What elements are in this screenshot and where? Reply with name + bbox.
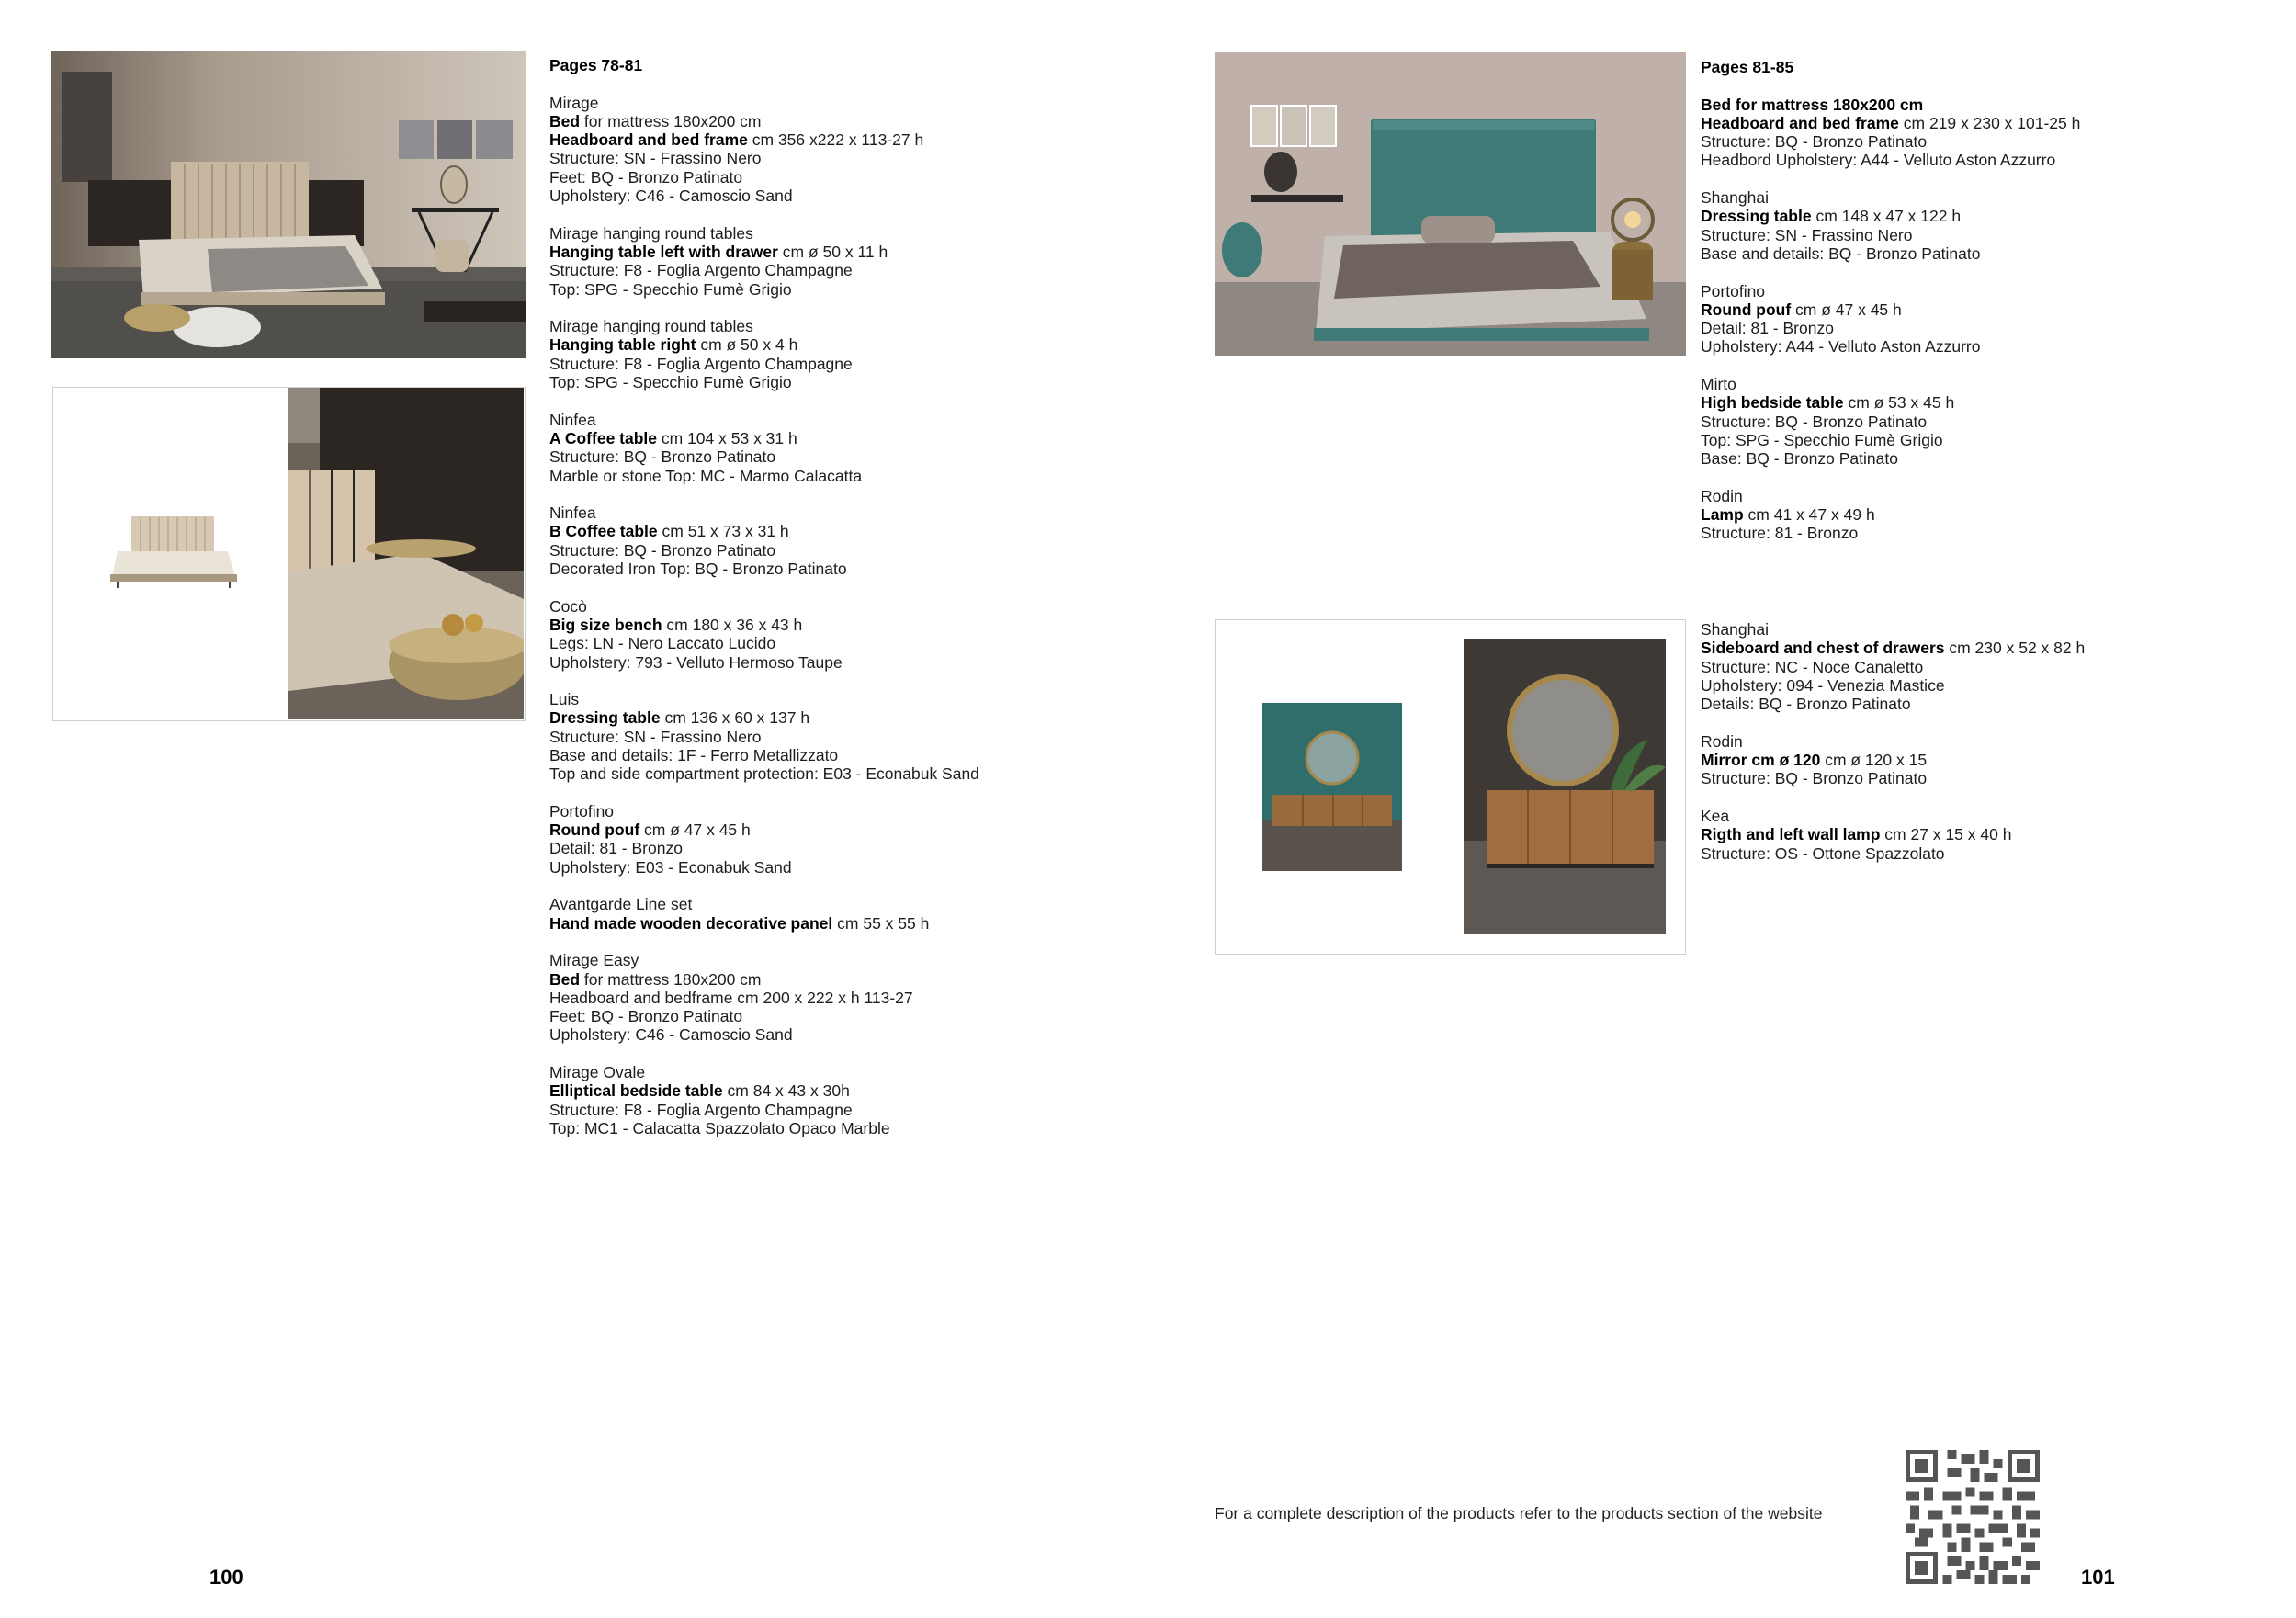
spec-product-name: Lamp [1701,505,1744,525]
spec-dimensions: cm 180 x 36 x 43 h [662,615,803,634]
spec-line: Structure: F8 - Foglia Argento Champagne [549,1100,853,1119]
spec-product-name: A Coffee table [549,428,658,447]
spec-line: Upholstery: A44 - Velluto Aston Azzurro [1701,337,1981,356]
spec-line: Structure: OS - Ottone Spazzolato [1701,843,1945,863]
spec-block [1701,487,2270,543]
spec-line: Mirage hanging round tables [549,317,753,336]
spec-line: Structure: BQ - Bronzo Patinato [1701,769,1928,788]
spec-product-name: Round pouf [1701,300,1792,319]
spec-line: Mirage Ovale [549,1063,646,1082]
spec-line [1701,114,2270,132]
spec-line: Shanghai [1701,188,1769,208]
spec-line: Mirage Easy [549,951,639,970]
spec-line [549,914,1119,933]
spec-product-name: Elliptical bedside table [549,1081,723,1101]
spec-line [1701,639,2270,657]
spec-line [1701,393,2270,412]
spec-line [549,243,1119,261]
spec-line: Headbord Upholstery: A44 - Velluto Aston Azzurro [1701,151,2056,170]
spec-product-name: Hanging table right [549,335,696,355]
spec-line: Cocò [549,596,587,616]
spec-line: Feet: BQ - Bronzo Patinato [549,167,743,187]
spec-line [549,130,1119,149]
spec-line: Detail: 81 - Bronzo [549,839,683,858]
spec-product-name: Bed [549,111,581,130]
website-footnote: For a complete description of the products refer to the products section of the website [1215,1504,1823,1522]
mirage-easy-image-frame [52,387,526,721]
spec-line [549,335,1119,354]
spec-block [549,1063,1119,1137]
spec-line: Structure: F8 - Foglia Argento Champagne [549,354,853,373]
spec-block [1701,732,2270,788]
spec-line: Rodin [1701,731,1743,751]
spec-block [1701,282,2270,356]
left-spec-column [549,56,1119,1157]
spec-line [1701,300,2270,319]
spec-line: Detail: 81 - Bronzo [1701,319,1834,338]
spec-line [549,429,1119,447]
spec-dimensions: cm 356 x222 x 113-27 h [747,130,924,150]
spec-dimensions: cm ø 50 x 4 h [696,335,798,355]
spec-dimensions: cm 104 x 53 x 31 h [657,428,797,447]
spec-product-name: Headboard and bed frame [549,130,748,150]
spec-dimensions: cm 136 x 60 x 137 h [660,708,810,728]
spec-block [1701,96,2270,170]
spec-product-name: Bed [549,969,581,989]
spec-block [1701,375,2270,468]
right-spec-blocks [1701,96,2270,543]
spec-dimensions: for mattress 180x200 cm [580,969,762,989]
right-spec-column-lower [1701,620,2270,881]
spec-line: Portofino [549,801,615,820]
spec-line: Upholstery: 094 - Venezia Mastice [1701,675,1945,695]
spec-line: Mirage hanging round tables [549,223,753,243]
spec-dimensions: for mattress 180x200 cm [580,111,762,130]
spec-block [549,690,1119,783]
spec-line: Top: SPG - Specchio Fumè Grigio [549,279,792,299]
spec-line: Legs: LN - Nero Laccato Lucido [549,634,776,653]
spec-dimensions: cm ø 47 x 45 h [639,820,751,840]
spec-product-name: Big size bench [549,615,662,634]
spec-line [549,708,1119,727]
spec-line [1701,825,2270,843]
spec-line: Structure: BQ - Bronzo Patinato [1701,132,1928,152]
spec-line [549,522,1119,540]
spec-block [549,317,1119,391]
right-pages-header: Pages 81-85 [1701,58,1794,76]
spec-line: Mirto [1701,375,1736,394]
right-spec-column [1701,58,2270,561]
spec-line [1701,207,2270,225]
teal-bed-photo [1215,52,1686,356]
spec-dimensions: cm 84 x 43 x 30h [722,1081,850,1101]
spec-line: Headboard and bedframe cm 200 x 222 x h 113-27 [549,988,913,1007]
spec-dimensions: cm 230 x 52 x 82 h [1944,639,2086,658]
spec-block [549,597,1119,672]
spec-product-name: Dressing table [1701,207,1812,226]
spec-dimensions: cm ø 120 x 15 [1820,751,1928,770]
spec-product-name: Mirror cm ø 120 [1701,751,1821,770]
spec-line: Base and details: 1F - Ferro Metallizzato [549,745,839,764]
spec-dimensions: cm 51 x 73 x 31 h [657,522,789,541]
right-spec-blocks-lower [1701,620,2270,863]
spec-line: Base: BQ - Bronzo Patinato [1701,449,1898,469]
spec-line: Top: MC1 - Calacatta Spazzolato Opaco Marble [549,1118,890,1137]
spec-dimensions: cm ø 53 x 45 h [1843,393,1955,413]
spec-block [1701,807,2270,863]
spec-dimensions: cm 27 x 15 x 40 h [1880,825,2012,844]
spec-line [549,820,1119,839]
spec-line: Top: SPG - Specchio Fumè Grigio [549,373,792,392]
spec-line: Structure: NC - Noce Canaletto [1701,657,1924,676]
page-number-left: 100 [209,1566,243,1589]
spec-product-name: High bedside table [1701,393,1844,413]
spec-block [1701,188,2270,263]
spec-dimensions: cm ø 47 x 45 h [1791,300,1902,319]
spec-block [549,411,1119,485]
spec-product-name: Hand made wooden decorative panel [549,913,833,933]
spec-product-name: Round pouf [549,820,640,840]
left-spec-blocks [549,94,1119,1138]
spec-block [549,504,1119,578]
qr-code-icon[interactable] [1906,1450,2040,1584]
left-pages-header: Pages 78-81 [549,56,643,74]
spec-line: Top: SPG - Specchio Fumè Grigio [1701,430,1943,449]
spec-line: Upholstery: 793 - Velluto Hermoso Taupe [549,652,843,672]
spec-line: Structure: BQ - Bronzo Patinato [549,447,776,467]
spec-product-name: B Coffee table [549,522,658,541]
spec-line: Structure: SN - Frassino Nero [1701,225,1913,244]
spec-block [549,94,1119,206]
spec-line: Structure: F8 - Foglia Argento Champagne [549,261,853,280]
spec-line: Structure: BQ - Bronzo Patinato [549,540,776,560]
spec-line [549,616,1119,634]
spec-product-name: Dressing table [549,708,661,728]
spec-line: Luis [549,690,580,709]
spec-line: Structure: SN - Frassino Nero [549,149,762,168]
spec-line: Ninfea [549,504,596,523]
spec-line [549,112,1119,130]
spec-line: Top and side compartment protection: E03 - Econabuk Sand [549,764,979,784]
spec-dimensions: cm 219 x 230 x 101-25 h [1898,113,2081,132]
spec-line [549,970,1119,989]
spec-line: Details: BQ - Bronzo Patinato [1701,695,1911,714]
spec-line: Decorated Iron Top: BQ - Bronzo Patinato [549,560,847,579]
shanghai-sideboard-image-frame [1215,619,1686,955]
spec-line: Marble or stone Top: MC - Marmo Calacatta [549,466,863,485]
spec-line: Avantgarde Line set [549,895,693,914]
spec-dimensions: cm 41 x 47 x 49 h [1743,505,1875,525]
spec-line: Shanghai [1701,620,1769,639]
spec-line: Mirage [549,93,599,112]
spec-product-name: Bed for mattress 180x200 cm [1701,95,1924,114]
spec-line: Base and details: BQ - Bronzo Patinato [1701,243,1981,263]
spec-line: Structure: BQ - Bronzo Patinato [1701,412,1928,431]
spec-line: Ninfea [549,410,596,429]
spec-line: Kea [1701,806,1730,825]
spec-block [549,802,1119,877]
mirage-bedroom-photo [51,51,526,358]
spec-line: Structure: 81 - Bronzo [1701,524,1859,543]
spec-product-name: Headboard and bed frame [1701,113,1899,132]
spec-dimensions: cm ø 50 x 11 h [777,242,888,261]
spec-line: Structure: SN - Frassino Nero [549,727,762,746]
spec-block [549,951,1119,1044]
spec-block [549,224,1119,299]
spec-block [1701,620,2270,713]
spec-line [1701,96,2270,114]
spec-line: Feet: BQ - Bronzo Patinato [549,1007,743,1026]
spec-line [1701,505,2270,524]
spec-dimensions: cm 148 x 47 x 122 h [1811,207,1962,226]
spec-dimensions: cm 55 x 55 h [832,913,930,933]
spec-line [1701,751,2270,769]
spec-product-name: Rigth and left wall lamp [1701,825,1881,844]
page-number-right: 101 [2081,1566,2115,1589]
spec-block [549,895,1119,933]
spec-line: Upholstery: C46 - Camoscio Sand [549,187,793,206]
spec-product-name: Sideboard and chest of drawers [1701,639,1945,658]
spec-line [549,1081,1119,1100]
spec-line: Rodin [1701,486,1743,505]
spec-product-name: Hanging table left with drawer [549,242,778,261]
spec-line: Upholstery: E03 - Econabuk Sand [549,857,792,877]
spec-line: Upholstery: C46 - Camoscio Sand [549,1025,793,1045]
spec-line: Portofino [1701,281,1766,300]
